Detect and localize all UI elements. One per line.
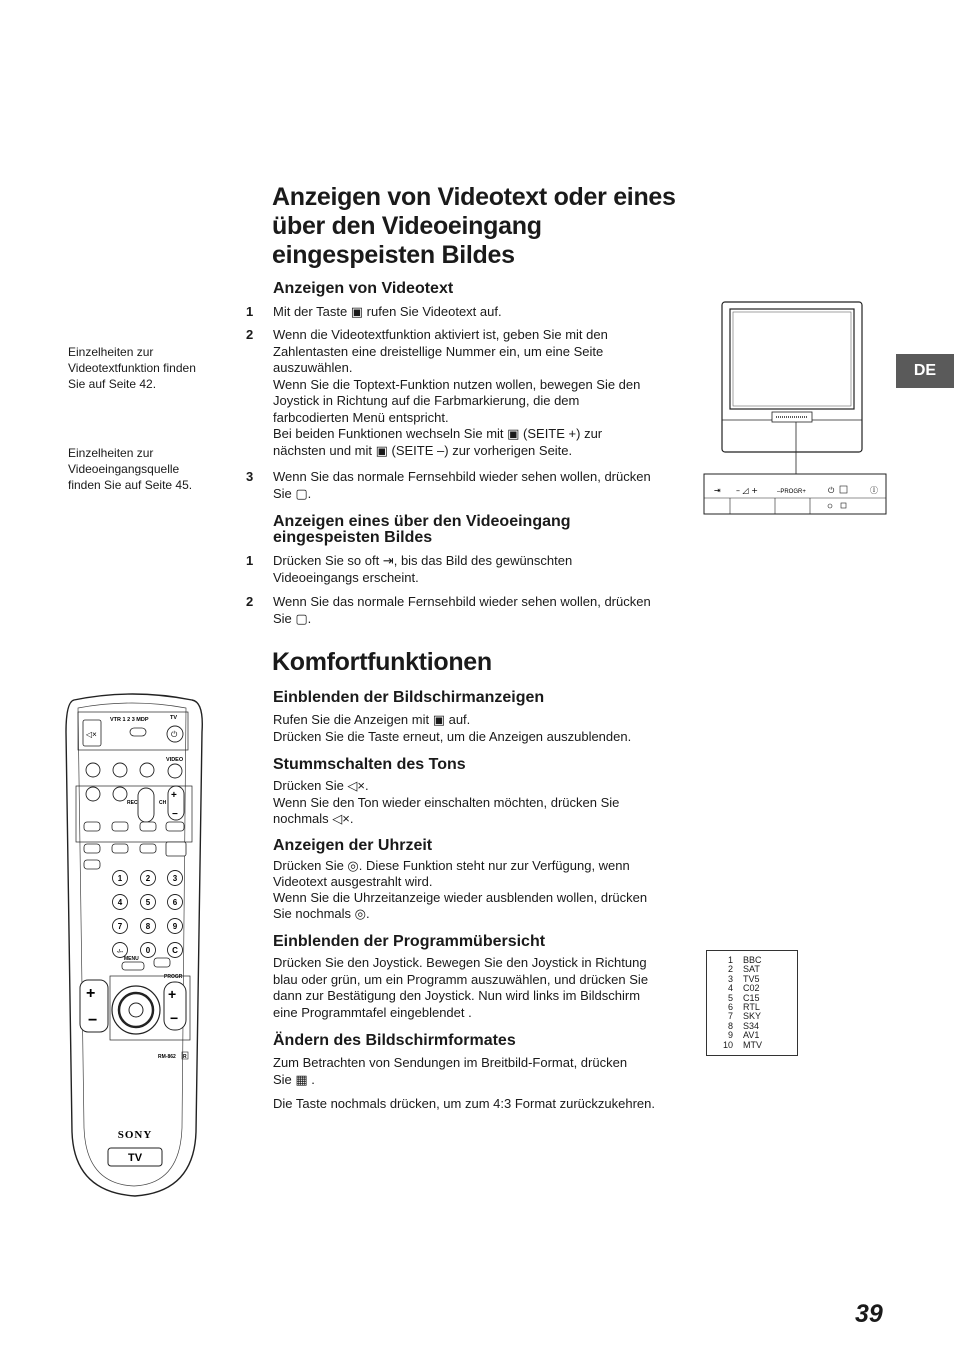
remote-button [154, 958, 170, 967]
step-line: Sie ▢. [273, 610, 312, 626]
paragraph-line: Sie ▦ . [273, 1071, 315, 1087]
svg-text:−: − [170, 1010, 179, 1026]
sidenote-line: Einzelheiten zur [68, 446, 154, 460]
digit-label: 1 [117, 874, 123, 883]
program-channel: C02 [743, 983, 760, 994]
paragraph-line: blau oder grün, um ein Programm auszuwählen, und drücken Sie [273, 971, 649, 987]
step-line: Videoeingangs erscheint. [273, 569, 419, 585]
step-line: Joystick in Richtung auf die Farbmarkierung, die dem [273, 393, 580, 408]
paragraph [273, 955, 693, 1021]
paragraph-line: nochmals ◁×. [273, 811, 354, 826]
input-icon: ⇥ [714, 486, 721, 495]
model-label: RM-862 [158, 1054, 176, 1060]
paragraph-line: eine Programmtafel eingeblendet . [273, 1004, 472, 1020]
vcr-channel-rocker [138, 788, 154, 822]
step-text [273, 594, 683, 627]
step-text [273, 553, 683, 586]
step-line: Mit der Taste ▣ rufen Sie Videotext auf. [273, 304, 502, 319]
paragraph-line: Drücken Sie ◁×. [273, 778, 369, 793]
remote-button [112, 844, 128, 853]
step-line: Wenn Sie das normale Fernsehbild wieder sehen wollen, drücken [273, 594, 651, 609]
remote-button [84, 822, 100, 831]
paragraph-line: dann zur Bestätigung den Joystick. Nun wird links im Bildschirm [273, 988, 641, 1003]
paragraph [273, 858, 693, 922]
screen-format-button [166, 842, 186, 856]
rec-label: REC [127, 800, 138, 806]
program-channel: TV5 [743, 973, 760, 984]
remote-button [84, 860, 100, 869]
svg-text:+: + [168, 986, 177, 1002]
mute-icon: ◁× [86, 730, 97, 739]
remote-button [84, 844, 100, 853]
paragraph-line: Drücken Sie den Joystick. Bewegen Sie den Joystick in Richtung [273, 955, 647, 970]
vtr-label: VTR 1 2 3 MDP [110, 717, 149, 723]
program-number: 9 [727, 1030, 733, 1041]
program-channel: AV1 [743, 1030, 760, 1041]
step-number: 3 [246, 469, 254, 484]
paragraph-line: Videotext ausgestrahlt wird. [273, 874, 433, 889]
title-line: eingespeisten Bildes [272, 241, 515, 269]
subheading: Anzeigen der Uhrzeit [273, 837, 433, 854]
subheading: Einblenden der Bildschirmanzeigen [273, 689, 545, 706]
step-text [273, 327, 683, 459]
subheading: Ändern des Bildschirmformates [273, 1032, 516, 1049]
play-button [113, 763, 127, 777]
svg-text:+: + [171, 790, 177, 801]
svg-text:+: + [86, 985, 96, 1002]
program-channel: MTV [743, 1039, 762, 1050]
program-channel: BBC [743, 955, 762, 965]
sidenote-line: Einzelheiten zur [68, 345, 154, 359]
paragraph [273, 1055, 693, 1088]
paragraph-line: Zum Betrachten von Sendungen im Breitbild-Format, drücken [273, 1055, 628, 1070]
step-line: Sie ▢. [273, 485, 312, 501]
digit-label: 4 [117, 898, 123, 907]
paragraph-line: Rufen Sie die Anzeigen mit ▣ auf. [273, 712, 471, 727]
digit-label: -/-- [116, 949, 124, 955]
registered-mark: R [183, 1054, 187, 1060]
step-number: 2 [246, 327, 254, 342]
sidenote-videoinput [68, 445, 208, 493]
sony-logo: SONY [117, 1129, 153, 1141]
language-tab: DE [896, 354, 954, 388]
step-line: Wenn Sie das normale Fernsehbild wieder sehen wollen, drücken [273, 469, 651, 484]
remote-illustration [62, 692, 208, 1200]
tv-screen [730, 309, 854, 409]
forward-button [140, 763, 154, 777]
digit-label: 6 [172, 898, 178, 907]
program-row [707, 1041, 797, 1050]
remote-button [140, 844, 156, 853]
page-title [272, 183, 712, 270]
info-icon: Ⓘ [870, 486, 878, 495]
menu-button [122, 962, 144, 970]
video-label: VIDEO [166, 757, 184, 763]
tv-label: TV [170, 715, 178, 721]
sidenote-line: finden Sie auf Seite 45. [68, 478, 193, 492]
progr-label: PROGR [164, 974, 183, 980]
paragraph-line: Sie nochmals ◎. [273, 906, 370, 921]
svg-text:−: − [172, 809, 178, 820]
digit-label: 5 [145, 898, 151, 907]
program-channel: C15 [743, 992, 760, 1003]
subheading: Einblenden der Programmübersicht [273, 933, 546, 950]
power-icon: ⏻ [171, 730, 178, 739]
program-number: 1 [727, 955, 733, 965]
program-number: 8 [727, 1020, 733, 1031]
program-channel: RTL [743, 1002, 760, 1013]
sidenote-line: Sie auf Seite 42. [68, 377, 157, 391]
step-line: farbcodierten Menü entspricht. [273, 409, 449, 425]
program-number: 6 [727, 1002, 733, 1013]
step-number: 1 [246, 553, 254, 568]
tv-illustration [700, 298, 892, 520]
digit-label: 9 [172, 922, 178, 931]
ch-label: CH [159, 800, 167, 806]
program-number: 3 [727, 973, 733, 984]
paragraph [273, 712, 693, 745]
digit-label: 0 [145, 946, 151, 955]
heading-line: Anzeigen eines über den Videoeingang [273, 513, 571, 530]
stop-button [86, 787, 100, 801]
sidenote-line: Videoeingangsquelle [68, 462, 180, 476]
heading-line: eingespeisten Bildes [273, 529, 433, 546]
step-line: Zahlentasten eine dreistellige Nummer ein, um eine Seite [273, 343, 604, 359]
step-line: nächsten und mit ▣ (SEITE –) zur vorherigen Seite. [273, 442, 573, 458]
program-number: 10 [722, 1039, 733, 1050]
subheading: Stummschalten des Tons [273, 756, 466, 773]
program-number: 7 [727, 1011, 733, 1022]
step-line: Wenn Sie die Toptext-Funktion nutzen wollen, bewegen Sie den [273, 376, 641, 392]
digit-label: 3 [172, 874, 178, 883]
program-channel: S34 [743, 1020, 760, 1031]
step-line: Bei beiden Funktionen wechseln Sie mit ▣ (SEITE +) zur [273, 426, 603, 441]
step-line: Wenn die Videotextfunktion aktiviert ist, geben Sie mit den [273, 327, 608, 342]
video-button [168, 764, 182, 778]
step-line: auszuwählen. [273, 360, 353, 375]
step-text [273, 304, 683, 321]
digit-label: 8 [145, 922, 151, 931]
menu-label: MENU [124, 956, 139, 962]
power-icon: ⏻ [828, 486, 835, 495]
rewind-button [86, 763, 100, 777]
section-heading-videoinput [273, 514, 571, 546]
paragraph-line: Drücken Sie die Taste erneut, um die Anzeigen auszublenden. [273, 728, 632, 744]
step-number: 1 [246, 304, 254, 319]
step-text [273, 469, 683, 502]
digit-label: 2 [145, 874, 151, 883]
paragraph: Die Taste nochmals drücken, um zum 4:3 Format zurückzukehren. [273, 1096, 655, 1111]
paragraph [273, 778, 693, 828]
volume-label: – ◿ + [736, 486, 758, 495]
digit-label: 7 [117, 922, 123, 931]
svg-text:−: − [88, 1012, 98, 1029]
program-channel: SAT [743, 964, 760, 975]
tv-mode-label: TV [127, 1152, 143, 1164]
remote-button [140, 822, 156, 831]
page-number: 39 [855, 1300, 883, 1328]
pause-button [113, 787, 127, 801]
remote-button [166, 822, 184, 831]
progr-label: –PROGR+ [777, 489, 806, 495]
step-line: Drücken Sie so oft ⇥, bis das Bild des gewünschten [273, 553, 573, 568]
sidenote-line: Videotextfunktion finden [68, 361, 196, 375]
digit-label: C [172, 946, 178, 955]
section-heading-videotext: Anzeigen von Videotext [273, 280, 454, 297]
teletext-button [112, 822, 128, 831]
title-line: Anzeigen von Videotext oder eines [272, 183, 676, 211]
vtr-switch [130, 728, 146, 736]
paragraph-line: Wenn Sie den Ton wieder einschalten möchten, drücken Sie [273, 794, 620, 810]
program-table [706, 950, 798, 1056]
program-number: 5 [727, 992, 733, 1003]
paragraph-line: Wenn Sie die Uhrzeitanzeige wieder ausblenden wollen, drücken [273, 890, 648, 905]
program-channel: SKY [743, 1011, 762, 1022]
sidenote-videotext [68, 344, 208, 392]
program-number: 2 [727, 964, 733, 975]
program-number: 4 [727, 983, 733, 994]
step-number: 2 [246, 594, 254, 609]
paragraph-line: Drücken Sie ◎. Diese Funktion steht nur zur Verfügung, wenn [273, 858, 630, 873]
title-line: über den Videoeingang [272, 212, 542, 240]
section-title-komfort: Komfortfunktionen [272, 648, 492, 676]
